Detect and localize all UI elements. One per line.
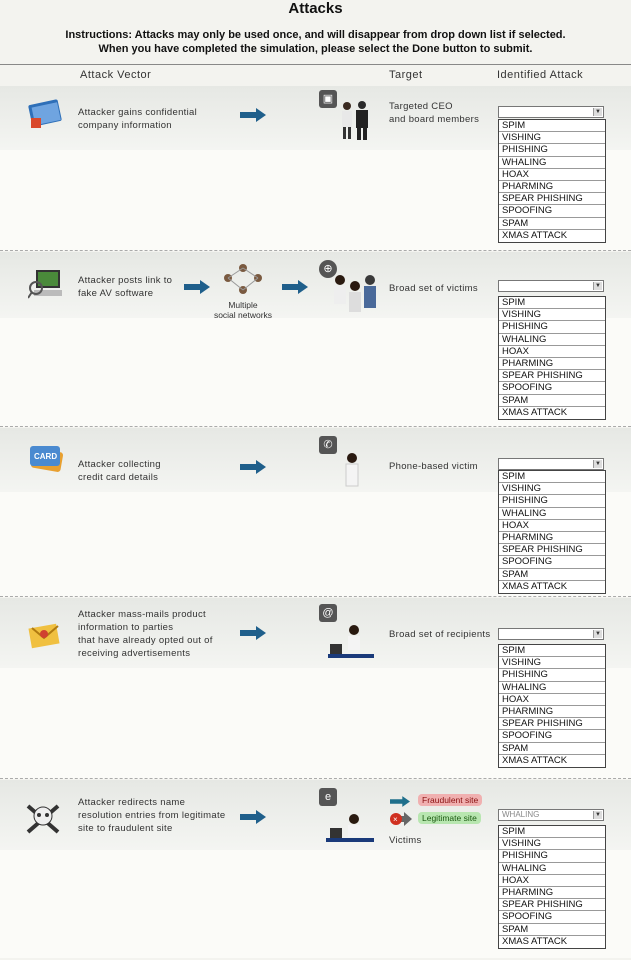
attack-row-4 [0, 598, 631, 779]
column-header [0, 64, 631, 88]
computer-magnifier-icon [28, 268, 64, 302]
attack-options-list [498, 825, 606, 949]
option-item[interactable]: SPIM [499, 471, 605, 483]
identified-attack-select[interactable]: WHALING ▼ [498, 809, 604, 821]
attack-row-2 [0, 252, 631, 427]
skull-crossbones-icon [24, 802, 62, 836]
option-item[interactable]: PHARMING [499, 887, 605, 899]
instructions-line1: Instructions: Attacks may only be used once, and will disappear from drop down list if selected. [65, 29, 566, 41]
option-item[interactable]: SPOOFING [499, 911, 605, 923]
option-item[interactable]: SPIM [499, 826, 605, 838]
option-item[interactable]: SPAM [499, 218, 605, 230]
option-item[interactable]: WHALING [499, 157, 605, 169]
svg-text:CARD: CARD [34, 452, 58, 461]
option-item[interactable]: SPEAR PHISHING [499, 899, 605, 911]
option-item[interactable]: SPAM [499, 395, 605, 407]
option-item[interactable]: HOAX [499, 169, 605, 181]
option-item[interactable]: SPAM [499, 743, 605, 755]
option-item[interactable]: PHISHING [499, 321, 605, 333]
arrow-icon [390, 796, 410, 807]
option-item[interactable]: VISHING [499, 838, 605, 850]
option-item[interactable]: SPIM [499, 120, 605, 132]
option-item[interactable]: SPOOFING [499, 730, 605, 742]
option-item[interactable]: VISHING [499, 309, 605, 321]
credit-card-icon [28, 442, 66, 474]
option-item[interactable]: HOAX [499, 520, 605, 532]
arrow-icon [240, 626, 266, 640]
attack-vector-text: Attacker redirects name resolution entries from legitimate site to fraudulent site [78, 797, 226, 834]
woman-on-phone-icon [340, 452, 364, 492]
option-item[interactable]: HOAX [499, 694, 605, 706]
arrow-icon [240, 108, 266, 122]
identified-attack-select[interactable] [498, 280, 604, 292]
attack-vector-text: Attacker posts link to fake AV software [78, 275, 173, 299]
page-title: Attacks [288, 0, 343, 17]
mail-envelope-icon [28, 620, 62, 650]
option-item[interactable]: WHALING [499, 682, 605, 694]
group-people-icon [330, 274, 380, 316]
option-item[interactable]: PHARMING [499, 706, 605, 718]
attack-options-list [498, 470, 606, 594]
phone-icon: ✆ [319, 436, 337, 454]
arrow-icon [240, 460, 266, 474]
attack-options-list [498, 644, 606, 768]
option-item[interactable]: SPIM [499, 645, 605, 657]
option-item[interactable]: WHALING [499, 334, 605, 346]
arrow-icon [184, 280, 210, 294]
attack-options-list [498, 296, 606, 420]
option-item[interactable]: SPEAR PHISHING [499, 544, 605, 556]
option-item[interactable]: SPEAR PHISHING [499, 370, 605, 382]
chevron-down-icon: ▼ [593, 282, 602, 290]
attack-row-1 [0, 86, 631, 251]
option-item[interactable]: PHARMING [499, 181, 605, 193]
option-item[interactable]: PHISHING [499, 495, 605, 507]
attack-row-3 [0, 428, 631, 597]
option-item[interactable]: SPIM [499, 297, 605, 309]
blocked-arrow-icon [390, 812, 412, 826]
target-text: Phone-based victim [389, 461, 478, 472]
legitimate-site-label: Legitimate site [418, 812, 481, 824]
option-item[interactable]: PHARMING [499, 358, 605, 370]
option-item[interactable]: SPEAR PHISHING [499, 718, 605, 730]
target-text: Targeted CEO and board members [389, 101, 480, 125]
target-text: Victims [389, 835, 422, 846]
attack-vector-text: Attacker mass-mails product information to parties that have already opted out of receiving advertisements [78, 609, 213, 659]
option-item[interactable]: PHARMING [499, 532, 605, 544]
option-item[interactable]: VISHING [499, 132, 605, 144]
arrow-icon [282, 280, 308, 294]
social-network-icon [222, 262, 264, 298]
option-item[interactable]: SPEAR PHISHING [499, 193, 605, 205]
identified-attack-select[interactable] [498, 628, 604, 640]
chevron-down-icon: ▼ [593, 460, 602, 468]
header-attack-vector: Attack Vector [80, 69, 152, 81]
header-target: Target [389, 69, 423, 81]
attack-row-5 [0, 780, 631, 958]
globe-icon: ⊕ [319, 260, 337, 278]
target-text: Broad set of victims [389, 283, 478, 294]
option-item[interactable]: SPAM [499, 924, 605, 936]
option-item[interactable]: XMAS ATTACK [502, 580, 568, 592]
folder-icon [28, 96, 62, 130]
at-icon: @ [319, 604, 337, 622]
identified-attack-select[interactable] [498, 106, 604, 118]
middle-label: Multiple social networks [213, 300, 273, 320]
business-people-icon [335, 100, 375, 140]
instructions [0, 28, 631, 56]
option-item[interactable]: SPOOFING [499, 205, 605, 217]
instructions-line2: When you have completed the simulation, please select the Done button to submit. [98, 43, 533, 55]
option-item[interactable]: WHALING [499, 863, 605, 875]
attack-vector-text: Attacker collecting credit card details [78, 459, 161, 483]
attack-vector-text: Attacker gains confidential company information [78, 107, 197, 131]
option-item[interactable]: SPOOFING [499, 382, 605, 394]
woman-at-computer-icon [328, 624, 374, 664]
clipboard-icon: ▣ [319, 90, 337, 108]
chevron-down-icon: ▼ [593, 630, 602, 638]
arrow-icon [240, 810, 266, 824]
attack-options-list [498, 119, 606, 243]
option-item[interactable]: PHISHING [499, 669, 605, 681]
option-item[interactable]: XMAS ATTACK [502, 754, 568, 766]
browser-e-icon: e [319, 788, 337, 806]
option-item[interactable]: PHISHING [499, 850, 605, 862]
identified-attack-select[interactable] [498, 458, 604, 470]
header-identified-attack: Identified Attack [497, 69, 584, 81]
svg-text:×: × [393, 815, 398, 824]
option-item[interactable]: XMAS ATTACK [502, 406, 568, 418]
option-item[interactable]: PHISHING [499, 144, 605, 156]
option-item[interactable]: VISHING [499, 657, 605, 669]
option-item[interactable]: HOAX [499, 346, 605, 358]
option-item[interactable]: HOAX [499, 875, 605, 887]
fraudulent-site-label: Fraudulent site [418, 794, 482, 806]
option-item[interactable]: VISHING [499, 483, 605, 495]
option-item[interactable]: WHALING [499, 508, 605, 520]
option-item[interactable]: XMAS ATTACK [502, 229, 568, 241]
option-item[interactable]: XMAS ATTACK [502, 935, 568, 947]
man-at-computer-icon [326, 814, 374, 846]
target-text: Broad set of recipients [389, 629, 491, 640]
option-item[interactable]: SPAM [499, 569, 605, 581]
option-item[interactable]: SPOOFING [499, 556, 605, 568]
chevron-down-icon: ▼ [593, 108, 602, 116]
chevron-down-icon: ▼ [593, 811, 602, 819]
